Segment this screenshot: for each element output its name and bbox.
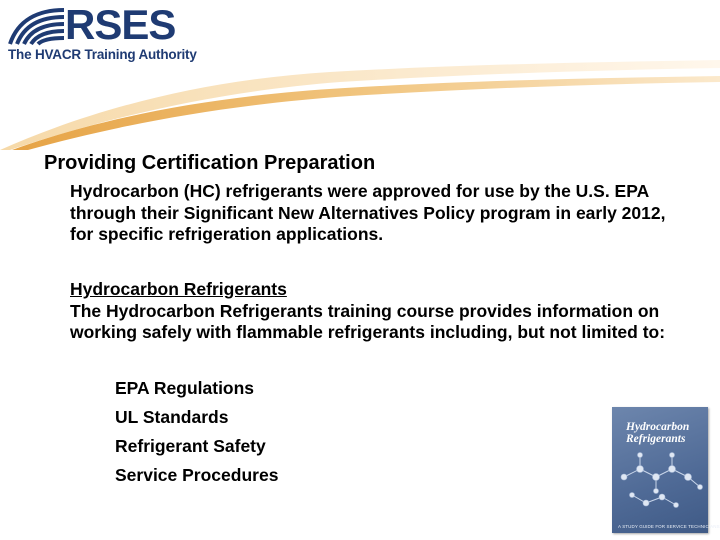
logo-tagline: The HVACR Training Authority: [8, 47, 197, 62]
slide-title: Providing Certification Preparation: [44, 152, 376, 174]
list-item: Refrigerant Safety: [115, 436, 266, 456]
rses-logo: [8, 1, 208, 64]
course-heading: Hydrocarbon Refrigerants: [70, 279, 287, 299]
book-title: Hydrocarbon Refrigerants: [626, 421, 690, 445]
list-item: EPA Regulations: [115, 378, 255, 398]
list-item: UL Standards: [115, 407, 229, 427]
course-section: [70, 279, 670, 344]
topic-list: [115, 374, 278, 490]
book-cover-image: [612, 407, 720, 533]
rses-swoosh-icon: [8, 6, 68, 48]
logo-wordmark: RSES: [65, 1, 176, 48]
course-description: The Hydrocarbon Refrigerants training course provides information on working safely with flammable refrigerants including, but not limited to:: [70, 300, 666, 342]
molecule-graphic: [612, 447, 720, 529]
list-item: Service Procedures: [115, 465, 279, 485]
intro-paragraph: Hydrocarbon (HC) refrigerants were approved for use by the U.S. EPA through their Significant New Alternatives Policy program in early 2012, for specific refrigeration applications.: [70, 181, 666, 244]
book-subtitle: A STUDY GUIDE FOR SERVICE TECHNICIANS: [618, 524, 720, 529]
